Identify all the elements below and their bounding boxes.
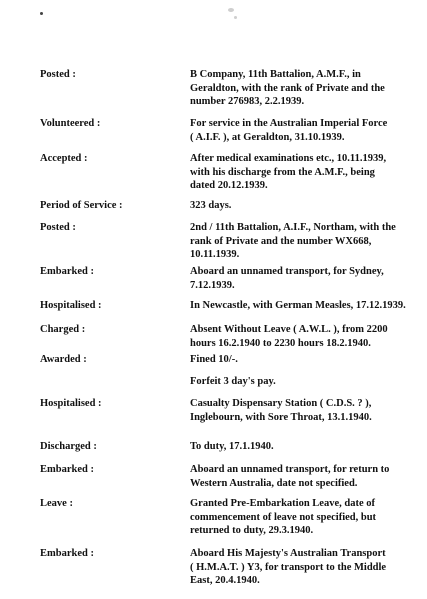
entry-label: Embarked : — [40, 464, 94, 475]
entry-text-line: 323 days. — [190, 200, 232, 211]
entry-text-line: 7.12.1939. — [190, 279, 235, 291]
entry-text — [190, 199, 400, 213]
entry-label: Period of Service : — [40, 200, 123, 211]
entry-text — [190, 152, 400, 193]
entry-label: Embarked : — [40, 548, 94, 559]
entry-text — [190, 117, 400, 144]
entry-text-line: number 276983, 2.2.1939. — [190, 96, 305, 108]
entry-text — [190, 353, 400, 367]
entry-label: Posted : — [40, 222, 76, 233]
entry-label: Embarked : — [40, 266, 94, 277]
entry-text — [190, 397, 400, 424]
entry-text — [190, 221, 400, 262]
entry-text — [190, 299, 406, 313]
entry-text-line: Absent Without Leave ( A.W.L. ), from 2200 — [190, 324, 388, 335]
entry-text-line: ( A.I.F. ), at Geraldton, 31.10.1939. — [190, 131, 345, 143]
entry-text-line: rank of Private and the number WX668, — [190, 235, 372, 247]
entry-text-line: Fined 10/-. — [190, 354, 238, 365]
entry-text-line: To duty, 17.1.1940. — [190, 441, 274, 452]
entry-text — [190, 497, 400, 538]
entry-text-line: For service in the Australian Imperial Force — [190, 118, 388, 129]
entry-text — [190, 68, 400, 109]
scan-speck — [40, 12, 43, 15]
entry-text-line: Granted Pre-Embarkation Leave, date of — [190, 498, 375, 509]
entry-text — [190, 323, 400, 350]
entry-text-line: East, 20.4.1940. — [190, 575, 260, 587]
entry-label: Volunteered : — [40, 118, 101, 129]
entry-text-line: Forfeit 3 day's pay. — [190, 376, 276, 387]
entry-text-line: Aboard His Majesty's Australian Transport — [190, 548, 386, 559]
entry-text-line: Inglebourn, with Sore Throat, 13.1.1940. — [190, 411, 372, 423]
entry-label: Posted : — [40, 69, 76, 80]
entry-label: Hospitalised : — [40, 398, 102, 409]
entry-text-line: hours 16.2.1940 to 2230 hours 18.2.1940. — [190, 337, 371, 349]
entry-label: Awarded : — [40, 354, 87, 365]
entry-label: Leave : — [40, 498, 73, 509]
entry-text — [190, 463, 400, 490]
scan-speck — [234, 16, 237, 19]
entry-label: Charged : — [40, 324, 86, 335]
entry-text-line: Western Australia, date not specified. — [190, 477, 358, 489]
entry-text-line: commencement of leave not specified, but — [190, 511, 377, 523]
entry-text-line: Aboard an unnamed transport, for Sydney, — [190, 266, 384, 277]
entry-label: Accepted : — [40, 153, 88, 164]
entry-text-line: ( H.M.A.T. ) Y3, for transport to the Middle — [190, 561, 387, 573]
entry-text-line: B Company, 11th Battalion, A.M.F., in — [190, 69, 361, 80]
entry-text-line: 2nd / 11th Battalion, A.I.F., Northam, with the — [190, 222, 396, 233]
entry-text-line: dated 20.12.1939. — [190, 180, 268, 192]
entry-text-line: Casualty Dispensary Station ( C.D.S. ? ), — [190, 398, 372, 409]
entry-text-line: Geraldton, with the rank of Private and the — [190, 82, 385, 94]
entry-text — [190, 440, 400, 454]
entry-label: Discharged : — [40, 441, 97, 452]
entry-text-line: returned to duty, 29.3.1940. — [190, 525, 314, 537]
scan-speck — [228, 8, 234, 12]
entry-text-line: Aboard an unnamed transport, for return to — [190, 464, 390, 475]
entry-text — [190, 265, 400, 292]
entry-label: Hospitalised : — [40, 300, 102, 311]
entry-text — [190, 375, 400, 389]
entry-text — [190, 547, 400, 588]
entry-text-line: After medical examinations etc., 10.11.1939, — [190, 153, 387, 164]
entry-text-line: 10.11.1939. — [190, 249, 240, 261]
entry-text-line: In Newcastle, with German Measles, 17.12.1939. — [190, 300, 406, 311]
entry-text-line: with his discharge from the A.M.F., being — [190, 166, 375, 178]
